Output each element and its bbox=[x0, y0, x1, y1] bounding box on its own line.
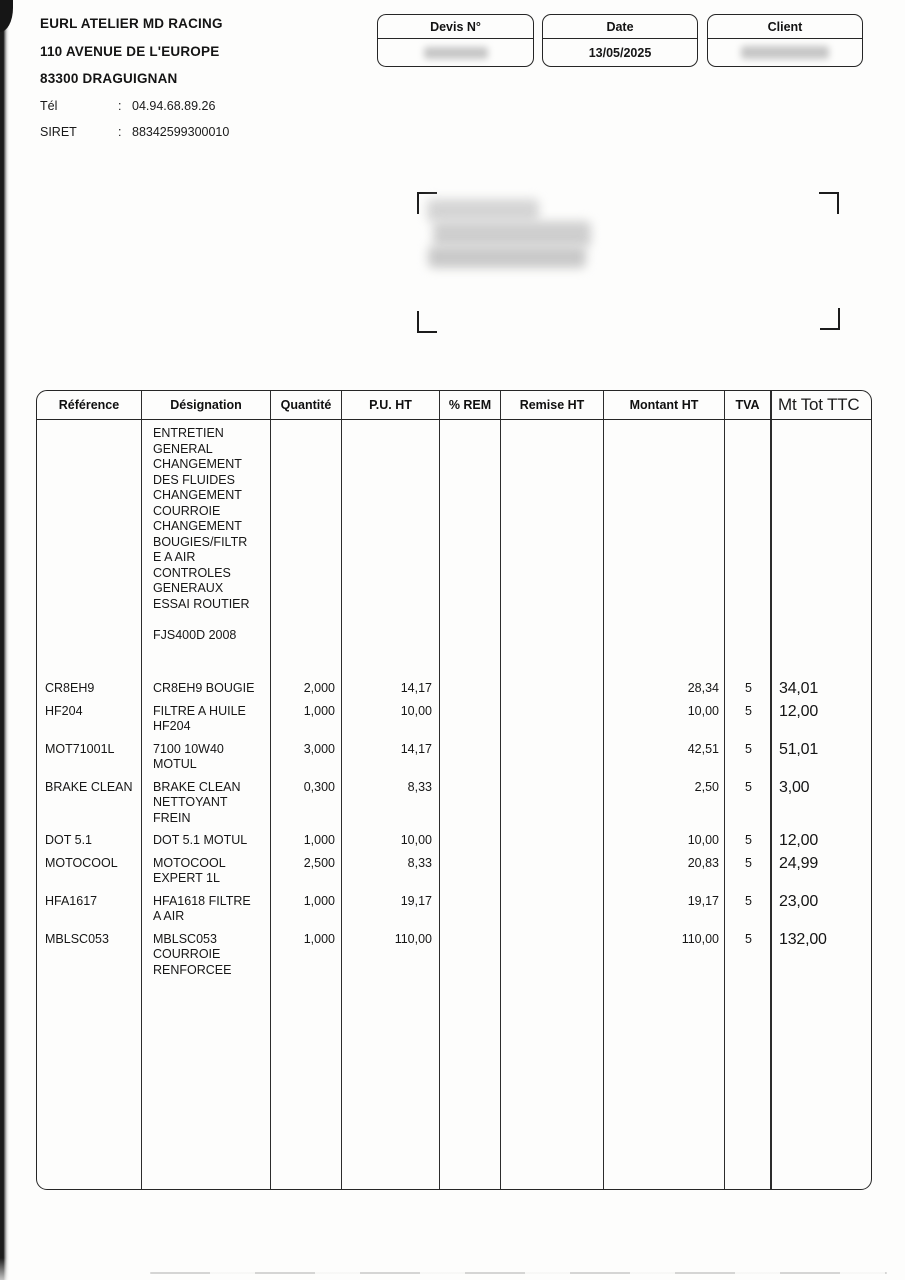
cell-mt-tot-ttc: 12,00 bbox=[779, 832, 819, 849]
service-description-row bbox=[37, 420, 871, 643]
cell-quantite: 0,300 bbox=[303, 779, 335, 794]
client-value bbox=[708, 39, 862, 66]
cell-mt-tot-ttc: 132,00 bbox=[779, 930, 827, 948]
cell-tva: 5 bbox=[745, 855, 752, 870]
cell-montant-ht: 2,50 bbox=[694, 779, 719, 794]
item-row bbox=[37, 742, 871, 773]
client-label: Client bbox=[708, 15, 862, 39]
cell-reference: HF204 bbox=[45, 703, 83, 718]
cell-designation: HFA1618 FILTRE A AIR bbox=[153, 893, 251, 923]
cell-montant-ht bbox=[604, 426, 725, 643]
cell-pu-ht: 14,17 bbox=[400, 741, 432, 756]
header-rem: % REM bbox=[440, 391, 501, 419]
cell-montant-ht: 110,00 bbox=[681, 931, 719, 946]
cell-rem bbox=[440, 704, 501, 735]
header-quantite: Quantité bbox=[271, 391, 342, 419]
phone-separator: : bbox=[118, 98, 122, 113]
company-name: EURL ATELIER MD RACING bbox=[40, 16, 223, 31]
cell-mt-tot-ttc: 3,00 bbox=[779, 778, 810, 796]
cell-quantite: 3,000 bbox=[303, 741, 335, 756]
cell-tva: 5 bbox=[745, 703, 752, 718]
header-tva: TVA bbox=[725, 391, 772, 419]
date-box bbox=[542, 14, 698, 67]
siret-separator: : bbox=[118, 124, 122, 139]
cell-pu-ht: 110,00 bbox=[394, 931, 432, 946]
siret-value: 88342599300010 bbox=[132, 124, 230, 139]
company-address-line1: 110 AVENUE DE L'EUROPE bbox=[40, 43, 220, 59]
date-label: Date bbox=[543, 15, 697, 39]
cell-designation: MBLSC053 COURROIE RENFORCEE bbox=[153, 931, 232, 977]
table-header-row bbox=[37, 391, 871, 420]
cell-remise-ht bbox=[501, 894, 604, 925]
cell-remise-ht bbox=[501, 932, 604, 979]
cell-montant-ht: 19,17 bbox=[687, 893, 719, 908]
cell-designation: FILTRE A HUILE HF204 bbox=[153, 703, 246, 733]
cell-montant-ht: 10,00 bbox=[687, 703, 719, 718]
item-row bbox=[37, 932, 871, 979]
cell-montant-ht: 20,83 bbox=[687, 855, 719, 870]
cell-rem bbox=[440, 681, 501, 697]
header-pu-ht: P.U. HT bbox=[342, 391, 440, 419]
scan-corner-artifact bbox=[0, 0, 13, 32]
cell-montant-ht: 42,51 bbox=[687, 741, 719, 756]
cell-tva bbox=[725, 426, 772, 643]
cell-mt-tot-ttc: 51,01 bbox=[779, 740, 819, 758]
cell-rem bbox=[440, 894, 501, 925]
siret-label: SIRET bbox=[40, 124, 77, 139]
cell-reference: BRAKE CLEAN bbox=[45, 779, 133, 794]
cell-quantite: 1,000 bbox=[303, 893, 335, 908]
cell-pu-ht: 19,17 bbox=[400, 893, 432, 908]
cell-pu-ht: 14,17 bbox=[400, 681, 432, 695]
cell-pu-ht: 10,00 bbox=[400, 833, 432, 847]
items-table bbox=[36, 390, 872, 1190]
cell-quantite: 1,000 bbox=[303, 931, 335, 946]
header-montant-ht: Montant HT bbox=[604, 391, 725, 419]
cell-reference: MBLSC053 bbox=[45, 931, 109, 946]
cell-reference: HFA1617 bbox=[45, 893, 98, 908]
cell-quantite: 2,500 bbox=[303, 855, 335, 870]
table-body bbox=[37, 420, 871, 1189]
company-address-line2: 83300 DRAGUIGNAN bbox=[40, 71, 178, 86]
devis-number-value bbox=[378, 39, 533, 66]
company-siret-row bbox=[40, 125, 229, 139]
cell-pu-ht: 8,33 bbox=[407, 779, 432, 794]
client-name-redacted bbox=[741, 46, 829, 59]
cell-mt-tot-ttc: 24,99 bbox=[779, 854, 819, 872]
cell-pu-ht: 10,00 bbox=[400, 703, 432, 718]
cell-remise-ht bbox=[501, 856, 604, 887]
item-row bbox=[37, 894, 871, 925]
cell-quantite: 1,000 bbox=[303, 833, 335, 847]
cell-tva: 5 bbox=[745, 931, 752, 946]
phone-value: 04.94.68.89.26 bbox=[132, 98, 216, 113]
scan-edge-fade bbox=[0, 1258, 9, 1280]
header-designation: Désignation bbox=[142, 391, 271, 419]
company-block bbox=[40, 16, 229, 151]
item-row bbox=[37, 704, 871, 735]
company-phone-row bbox=[40, 99, 229, 113]
devis-number-box bbox=[377, 14, 534, 67]
cell-designation: MOTOCOOL EXPERT 1L bbox=[153, 855, 226, 885]
recipient-address-redacted bbox=[427, 199, 539, 222]
cell-rem bbox=[440, 932, 501, 979]
client-box bbox=[707, 14, 863, 67]
scan-ghost-artifact bbox=[150, 1272, 887, 1274]
cell-remise-ht bbox=[501, 681, 604, 697]
devis-number-label: Devis N° bbox=[378, 15, 533, 39]
window-corner-mark-bottom-left bbox=[417, 311, 437, 333]
cell-pu-ht bbox=[342, 426, 440, 643]
cell-reference: CR8EH9 bbox=[45, 681, 95, 695]
cell-remise-ht bbox=[501, 833, 604, 849]
devis-number-redacted bbox=[424, 47, 488, 59]
cell-rem bbox=[440, 833, 501, 849]
cell-remise-ht bbox=[501, 704, 604, 735]
cell-mt-tot-ttc: 12,00 bbox=[779, 702, 819, 720]
cell-remise-ht bbox=[501, 426, 604, 643]
cell-tva: 5 bbox=[745, 681, 752, 695]
cell-remise-ht bbox=[501, 780, 604, 827]
cell-tva: 5 bbox=[745, 833, 752, 847]
cell-tva: 5 bbox=[745, 741, 752, 756]
cell-reference bbox=[37, 426, 142, 643]
window-corner-mark-bottom-right bbox=[820, 308, 840, 330]
cell-designation: CR8EH9 BOUGIE bbox=[153, 681, 255, 695]
recipient-address-redacted bbox=[428, 246, 586, 268]
cell-designation: DOT 5.1 MOTUL bbox=[153, 833, 248, 847]
cell-rem bbox=[440, 426, 501, 643]
date-value: 13/05/2025 bbox=[588, 45, 652, 60]
cell-reference: MOT71001L bbox=[45, 741, 115, 756]
cell-mt-tot-ttc: 34,01 bbox=[779, 680, 819, 697]
cell-quantite: 2,000 bbox=[303, 681, 335, 695]
item-row bbox=[37, 856, 871, 887]
cell-rem bbox=[440, 856, 501, 887]
phone-label: Tél bbox=[40, 98, 58, 113]
cell-rem bbox=[440, 742, 501, 773]
cell-designation: ENTRETIEN GENERAL CHANGEMENT DES FLUIDES CHANGEMENT COURROIE CHANGEMENT BOUGIES/FILTR E A AIR CONTROLES GENERAUX ESSAI ROUTIER FJS400D 2008 bbox=[153, 426, 250, 642]
header-remise-ht: Remise HT bbox=[501, 391, 604, 419]
cell-quantite: 1,000 bbox=[303, 703, 335, 718]
cell-reference: MOTOCOOL bbox=[45, 855, 118, 870]
cell-reference: DOT 5.1 bbox=[45, 833, 93, 847]
cell-mt-tot-ttc: 23,00 bbox=[779, 892, 819, 910]
item-row bbox=[37, 833, 871, 849]
scan-edge-artifact bbox=[0, 0, 9, 1280]
cell-rem bbox=[440, 780, 501, 827]
cell-designation: 7100 10W40 MOTUL bbox=[153, 741, 224, 771]
cell-mt-tot-ttc bbox=[772, 426, 871, 643]
cell-designation: BRAKE CLEAN NETTOYANT FREIN bbox=[153, 779, 241, 825]
item-row bbox=[37, 681, 871, 697]
header-mt-tot-ttc: Mt Tot TTC bbox=[778, 395, 860, 414]
item-row bbox=[37, 780, 871, 827]
cell-montant-ht: 28,34 bbox=[687, 681, 719, 695]
cell-pu-ht: 8,33 bbox=[407, 855, 432, 870]
header-reference: Référence bbox=[37, 391, 142, 419]
cell-tva: 5 bbox=[745, 779, 752, 794]
window-corner-mark-top-right bbox=[819, 192, 839, 214]
cell-montant-ht: 10,00 bbox=[687, 833, 719, 847]
cell-remise-ht bbox=[501, 742, 604, 773]
cell-tva: 5 bbox=[745, 893, 752, 908]
recipient-address-redacted bbox=[433, 221, 591, 247]
cell-quantite bbox=[271, 426, 342, 643]
